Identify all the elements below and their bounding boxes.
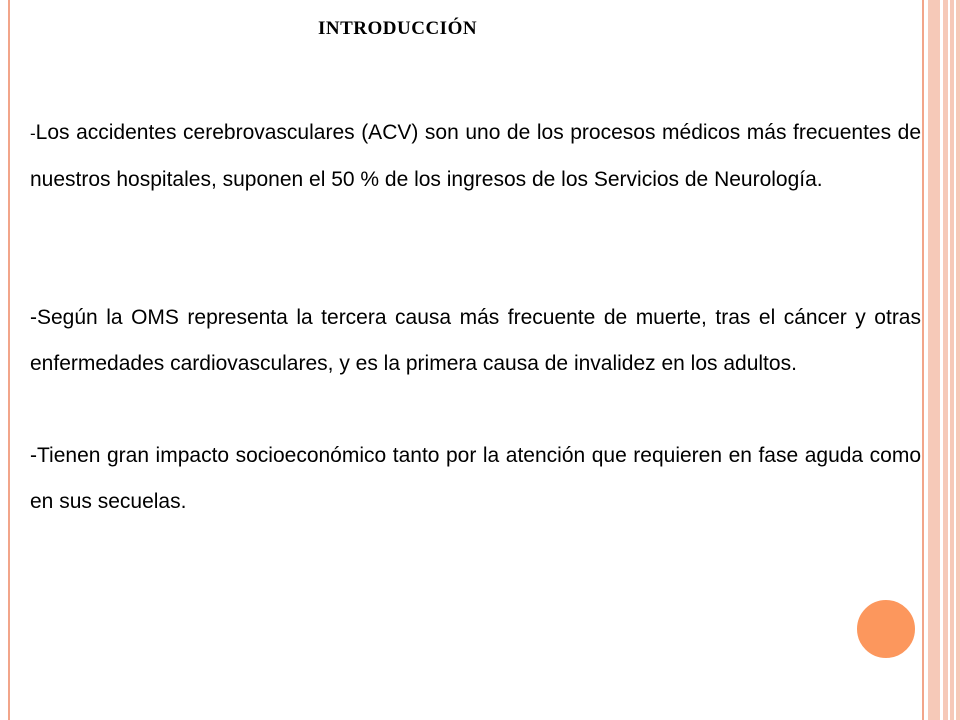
slide-title: INTRODUCCIÓN (318, 18, 478, 39)
paragraph-text: Los accidentes cerebrovasculares (ACV) son uno de los procesos médicos más frecuentes de nuestros hospitales, suponen el 50 % de los ingresos de los Servicios de Neurología. (30, 121, 921, 191)
left-frame-line (8, 0, 10, 720)
slide-body (30, 110, 921, 525)
paragraph-acv-frequency (30, 110, 921, 203)
stripe-divider (940, 0, 943, 720)
stripe-divider (954, 0, 956, 720)
paragraph-socioeconomic-impact (30, 433, 921, 525)
bullet-dash: - (30, 124, 36, 143)
paragraph-oms-statistics (30, 295, 921, 387)
bullet-dash: - (30, 444, 37, 467)
paragraph-text: Según la OMS representa la tercera causa más frecuente de muerte, tras el cáncer y otras enfermedades cardiovasculares, y es la primera causa de invalidez en los adultos. (30, 306, 921, 375)
decorative-circle (856, 599, 916, 659)
bullet-dash: - (30, 306, 37, 329)
paragraph-text: Tienen gran impacto socioeconómico tanto por la atención que requieren en fase aguda como en sus secuelas. (30, 444, 921, 513)
stripe-divider (948, 0, 950, 720)
right-frame-line (922, 0, 924, 720)
